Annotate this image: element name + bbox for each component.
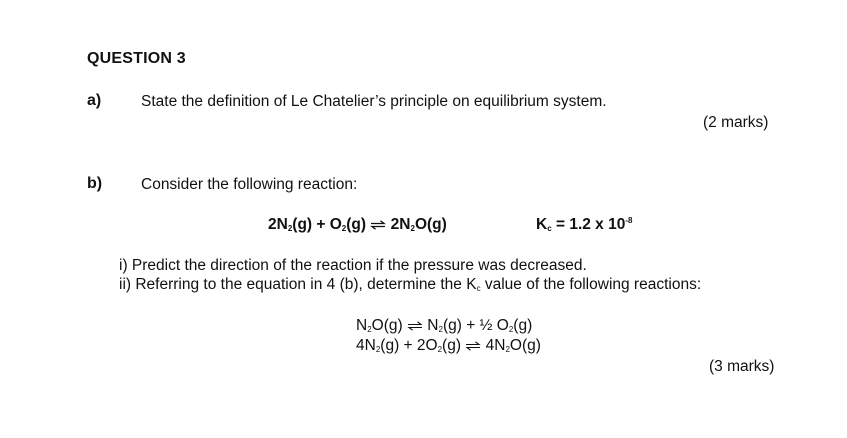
main-reaction: $2N_2(g) + O_2(g)$ $2N_2O(g)$ [268, 216, 447, 233]
item-i: i) Predict the direction of the reaction if the pressure was decreased. [119, 257, 587, 274]
part-b-label: b) [87, 175, 103, 192]
reaction-2: $4N_2(g) + 2O_2(g)$ $4N_2O(g)$ [356, 337, 541, 354]
part-b-marks: (3 marks) [709, 358, 775, 375]
equilibrium-arrow-icon [407, 317, 423, 335]
equilibrium-constant: $K_c = 1.2$ x $10^{-8}$ [536, 216, 633, 233]
item-ii: ii) Referring to the equation in 4 (b), determine the $K_c$ value of the following reactions: [119, 276, 702, 293]
equilibrium-arrow-icon [465, 337, 481, 355]
part-a-marks: (2 marks) [703, 114, 769, 131]
part-b-intro: Consider the following reaction: [141, 176, 358, 193]
equilibrium-arrow-icon [370, 216, 386, 234]
part-a-label: a) [87, 92, 102, 109]
reaction-1: $N_2O(g) N_2(g)$ + ½ $O_2(g)$ [356, 317, 533, 334]
question-title: QUESTION 3 [87, 50, 186, 67]
part-a-text: State the definition of Le Chatelier’s principle on equilibrium system. [141, 93, 607, 110]
